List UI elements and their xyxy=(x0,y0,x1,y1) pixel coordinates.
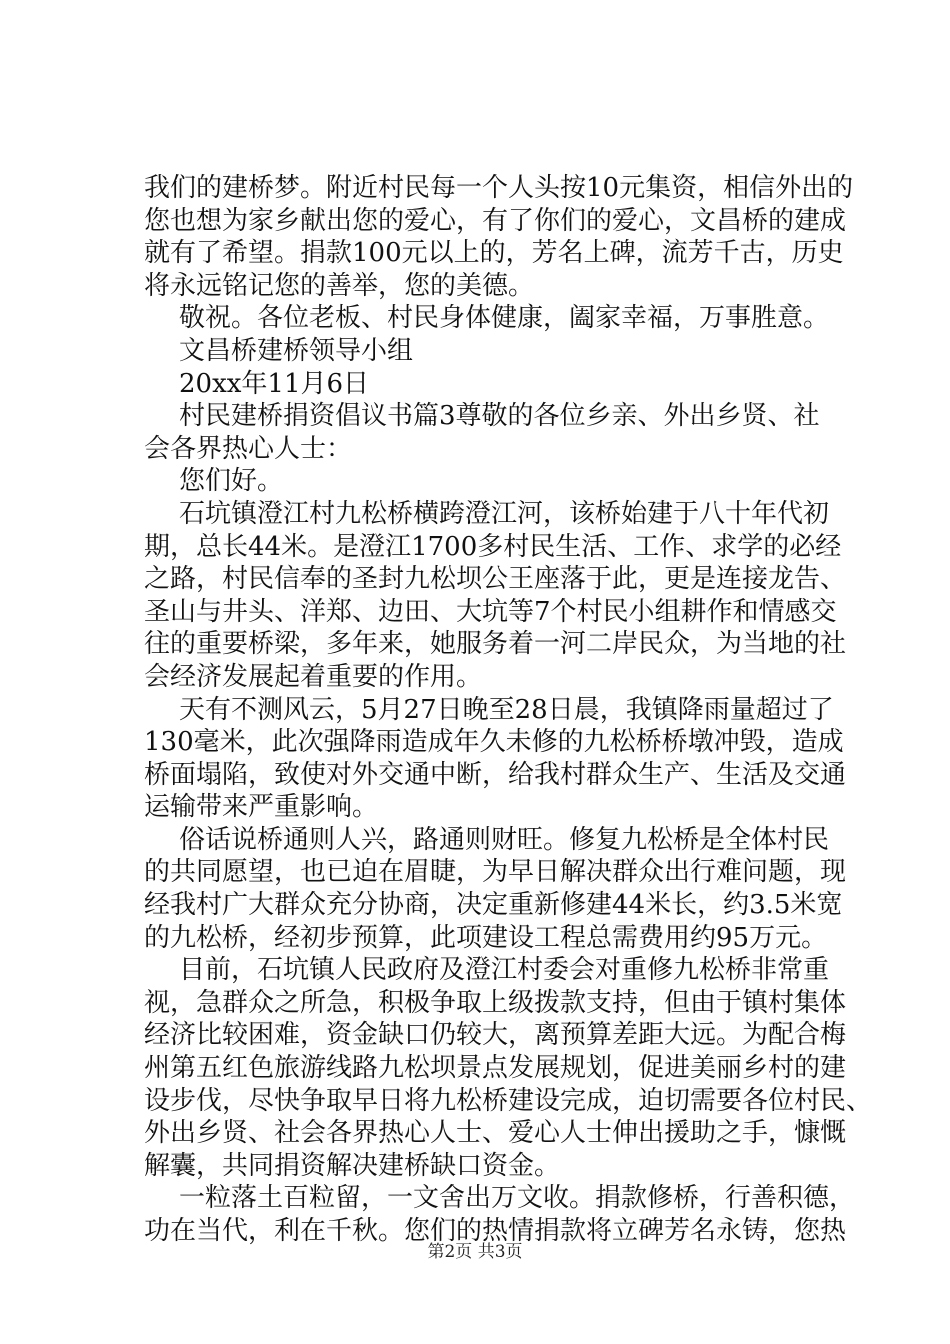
text-line: 解囊，共同捐资解决建桥缺口资金。 xyxy=(144,1150,561,1181)
text-line: 功在当代，利在千秋。您们的热情捐款将立碑芳名永铸，您热 xyxy=(144,1216,847,1246)
text-line: 视，急群众之所急，积极争取上级拨款支持，但由于镇村集体 xyxy=(144,987,847,1018)
signature-org: 文昌桥建桥领导小组 xyxy=(179,335,414,366)
text-line: 期，总长44米。是澄江1700多村民生活、工作、求学的必经 xyxy=(144,531,842,562)
text-line: 目前，石坑镇人民政府及澄江村委会对重修九松桥非常重 xyxy=(179,955,830,986)
text-line: 村民建桥捐资倡议书篇3尊敬的各位乡亲、外出乡贤、社 xyxy=(179,401,820,432)
page-number: 第2页 共3页 xyxy=(427,1242,523,1262)
text-line: 敬祝。各位老板、村民身体健康，阖家幸福，万事胜意。 xyxy=(179,303,830,334)
text-line: 外出乡贤、社会各界热心人士、爱心人士伸出援助之手，慷慨 xyxy=(144,1118,847,1149)
text-line: 就有了希望。捐款100元以上的，芳名上碑，流芳千古，历史 xyxy=(144,238,844,269)
text-line: 将永远铭记您的善举，您的美德。 xyxy=(144,270,535,301)
page-footer xyxy=(0,1237,950,1262)
signature-date: 20xx年11月6日 xyxy=(179,368,370,399)
text-line: 俗话说桥通则人兴，路通则财旺。修复九松桥是全体村民 xyxy=(179,824,830,855)
text-line: 一粒落土百粒留，一文舍出万文收。捐款修桥，行善积德， xyxy=(179,1183,856,1214)
greeting: 您们好。 xyxy=(179,466,284,497)
text-line: 经济比较困难，资金缺口仍较大，离预算差距大远。为配合梅 xyxy=(144,1020,847,1051)
text-line: 的九松桥，经初步预算，此项建设工程总需费用约95万元。 xyxy=(144,922,828,953)
text-line: 的共同愿望，也已迫在眉睫，为早日解决群众出行难问题，现 xyxy=(144,857,847,888)
text-line: 石坑镇澄江村九松桥横跨澄江河，该桥始建于八十年代初 xyxy=(179,498,830,529)
text-line: 130毫米，此次强降雨造成年久未修的九松桥桥墩冲毁，造成 xyxy=(144,727,844,758)
text-line: 会经济发展起着重要的作用。 xyxy=(144,661,483,692)
document-body xyxy=(144,172,873,1248)
text-line: 会各界热心人士： xyxy=(144,433,353,464)
text-line: 设步伐，尽快争取早日将九松桥建设完成，迫切需要各位村民、 xyxy=(144,1085,873,1116)
text-line: 我们的建桥梦。附近村民每一个人头按10元集资，相信外出的 xyxy=(144,173,854,203)
text-line: 运输带来严重影响。 xyxy=(144,792,379,823)
text-line: 之路，村民信奉的圣封九松坝公王座落于此，更是连接龙告、 xyxy=(144,564,847,595)
text-line: 州第五红色旅游线路九松坝景点发展规划，促进美丽乡村的建 xyxy=(144,1053,847,1084)
text-line: 桥面塌陷，致使对外交通中断，给我村群众生产、生活及交通 xyxy=(144,759,847,790)
text-line: 圣山与井头、洋郑、边田、大坑等7个村民小组耕作和情感交 xyxy=(144,596,837,627)
text-line: 您也想为家乡献出您的爱心，有了你们的爱心，文昌桥的建成 xyxy=(144,205,847,236)
text-line: 经我村广大群众充分协商，决定重新修建44米长，约3.5米宽 xyxy=(144,890,843,921)
text-line: 天有不测风云，5月27日晚至28日晨，我镇降雨量超过了 xyxy=(179,694,834,725)
text-line: 往的重要桥梁，多年来，她服务着一河二岸民众，为当地的社 xyxy=(144,629,847,660)
